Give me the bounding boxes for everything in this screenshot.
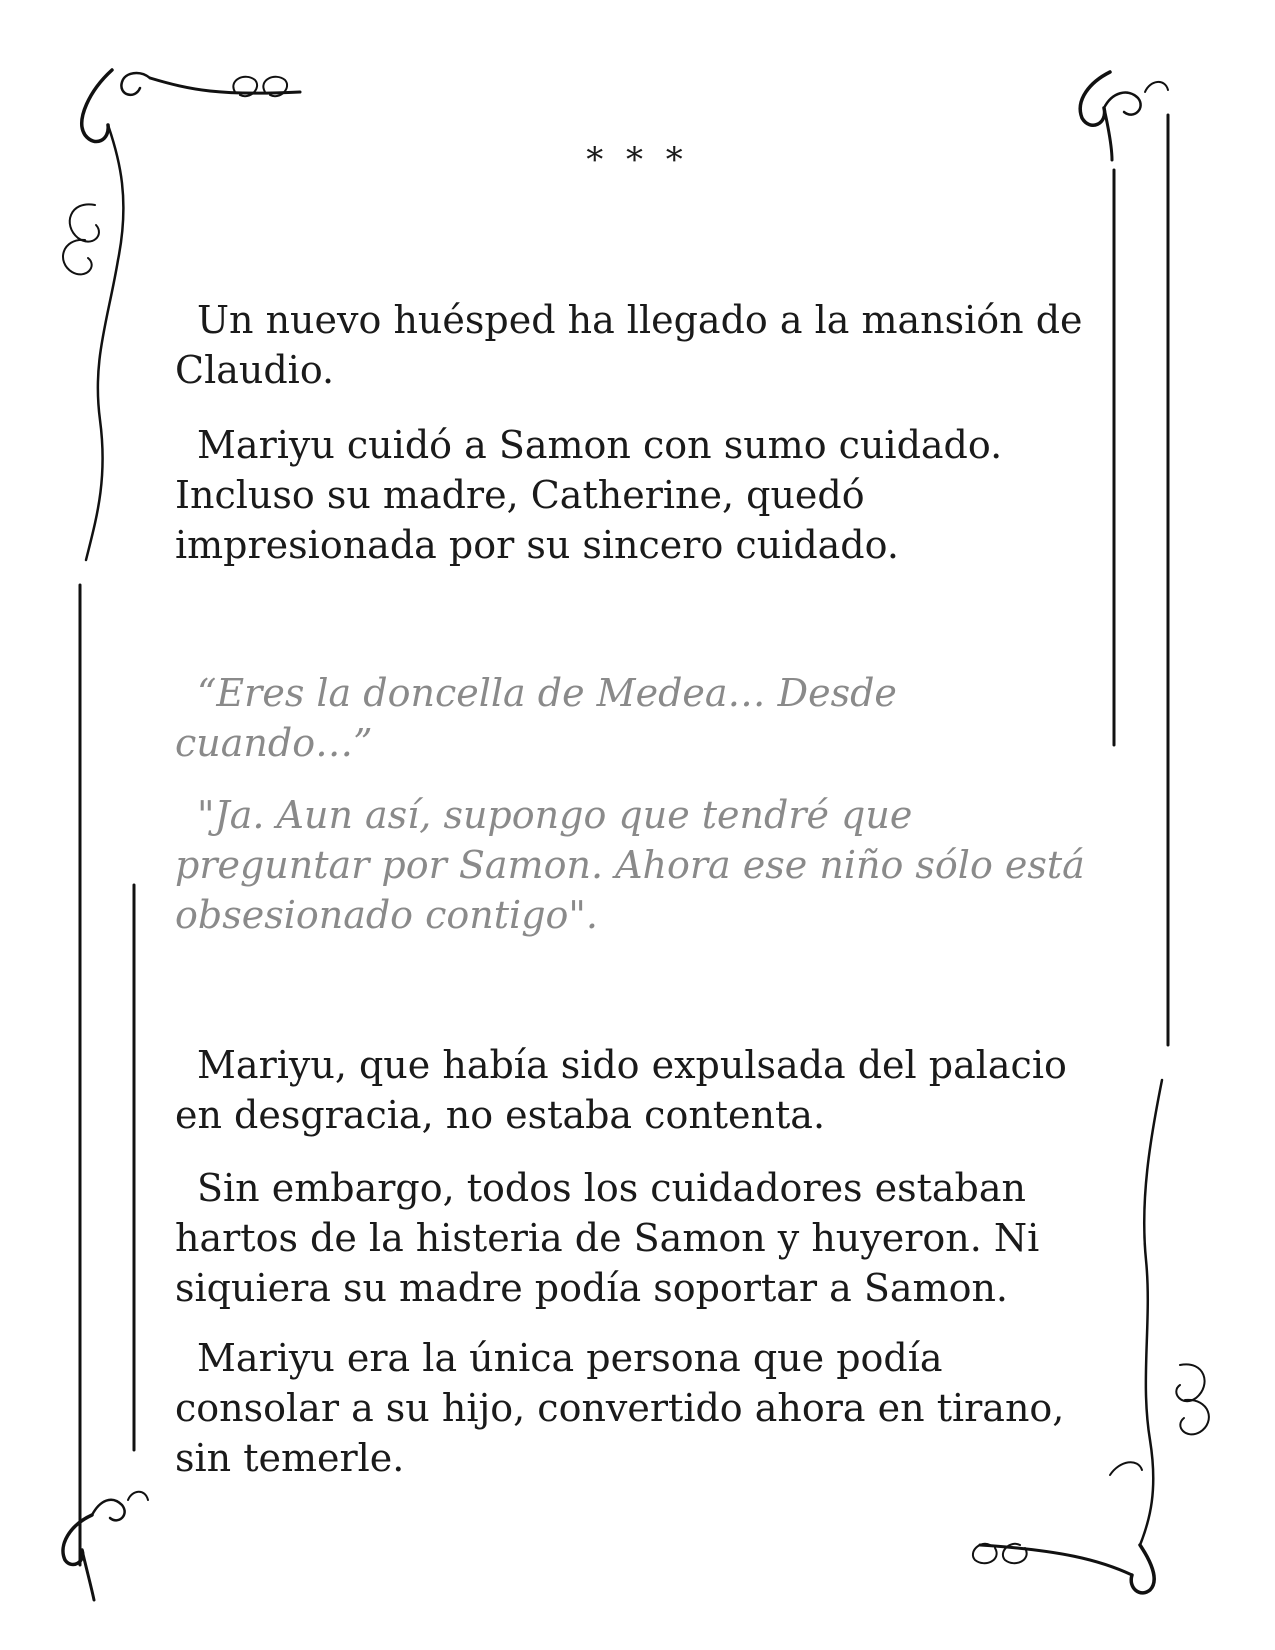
dialogue-2: "Ja. Aun así, supongo que tendré que preguntar por Samon. Ahora ese niño sólo está obsesionado contigo". bbox=[175, 793, 1085, 937]
dialogue-1: “Eres la doncella de Medea… Desde cuando…” bbox=[175, 671, 897, 765]
bottom-left-flourish bbox=[63, 1492, 148, 1600]
paragraph-2: Mariyu cuidó a Samon con sumo cuidado. Incluso su madre, Catherine, quedó impresionada por su sincero cuidado. bbox=[175, 423, 1003, 567]
paragraph-5: Mariyu era la única persona que podía consolar a su hijo, convertido ahora en tirano, sin temerle. bbox=[175, 1336, 1065, 1480]
paragraph-1: Un nuevo huésped ha llegado a la mansión de Claudio. bbox=[175, 298, 1083, 392]
paragraph-4: Sin embargo, todos los cuidadores estaban hartos de la histeria de Samon y huyeron. Ni siquiera su madre podía soportar a Samon. bbox=[175, 1166, 1040, 1310]
section-separator: * * * bbox=[586, 140, 689, 180]
paragraph-3: Mariyu, que había sido expulsada del palacio en desgracia, no estaba contenta. bbox=[175, 1043, 1067, 1137]
